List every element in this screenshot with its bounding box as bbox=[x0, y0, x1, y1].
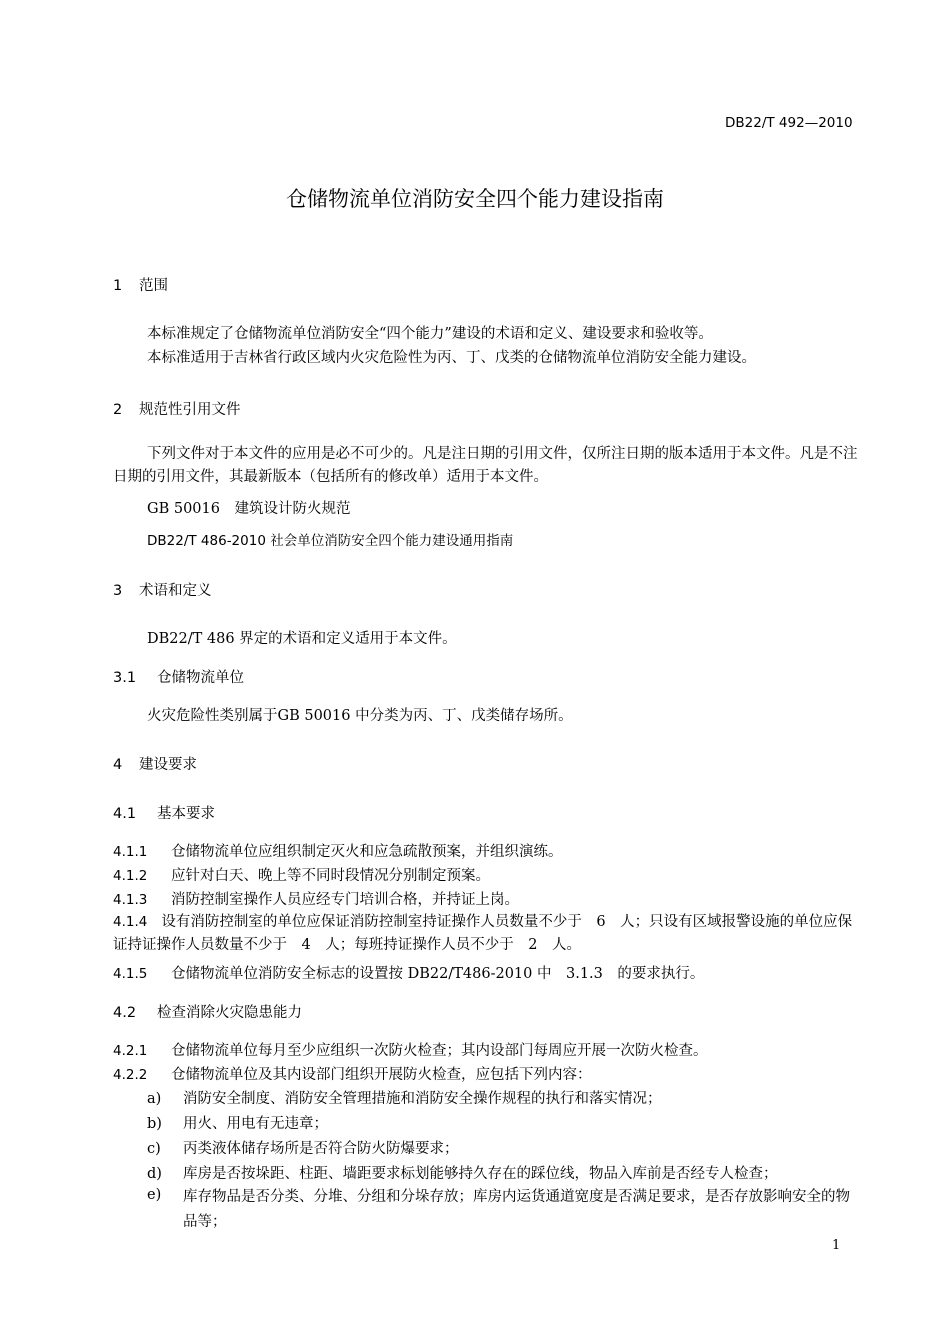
clause-4-2-1 bbox=[113, 1039, 708, 1060]
section-number: 4 bbox=[113, 757, 123, 773]
reference-item: DB22/T 486-2010 社会单位消防安全四个能力建设通用指南 bbox=[147, 533, 514, 549]
document-code: DB22/T 492—2010 bbox=[725, 115, 853, 131]
page-number: 1 bbox=[832, 1238, 841, 1253]
list-text: 库房是否按垛距、柱距、墙距要求标划能够持久存在的踩位线，物品入库前是否经专人检查； bbox=[183, 1166, 778, 1182]
list-text: 丙类液体储存场所是否符合防火防爆要求； bbox=[183, 1141, 459, 1157]
list-item bbox=[147, 1162, 778, 1183]
list-item bbox=[147, 1112, 328, 1133]
clause-number: 4.1.4 bbox=[113, 914, 148, 930]
subsection-title: 仓储物流单位 bbox=[157, 670, 244, 686]
section-number: 1 bbox=[113, 278, 123, 294]
section-heading-3 bbox=[113, 579, 212, 600]
clause-number: 4.1.2 bbox=[113, 868, 148, 884]
paragraph: 下列文件对于本文件的应用是必不可少的。凡是注日期的引用文件，仅所注日期的版本适用于本文件。凡是不注日期的引用文件，其最新版本（包括所有的修改单）适用于本文件。 bbox=[113, 446, 858, 485]
paragraph: 火灾危险性类别属于GB 50016 中分类为丙、丁、戊类储存场所。 bbox=[147, 708, 573, 724]
clause-number: 4.1.1 bbox=[113, 844, 148, 860]
clause-4-2-2 bbox=[113, 1063, 592, 1084]
paragraph: 本标准规定了仓储物流单位消防安全“四个能力”建设的术语和定义、建设要求和验收等。 bbox=[147, 326, 713, 342]
section-title: 范围 bbox=[139, 278, 168, 294]
section-title: 建设要求 bbox=[139, 757, 197, 773]
list-text: 库存物品是否分类、分堆、分组和分垛存放；库房内运货通道宽度是否满足要求，是否存放影响安全的物品等； bbox=[183, 1189, 850, 1230]
clause-text: 消防控制室操作人员应经专门培训合格，并持证上岗。 bbox=[171, 892, 519, 908]
subsection-title: 基本要求 bbox=[157, 806, 215, 822]
clause-number: 4.1.3 bbox=[113, 892, 148, 908]
clause-number: 4.2.2 bbox=[113, 1067, 148, 1083]
clause-text: 应针对白天、晚上等不同时段情况分别制定预案。 bbox=[171, 868, 490, 884]
subsection-number: 4.1 bbox=[113, 806, 137, 822]
list-item bbox=[147, 1087, 662, 1108]
list-marker: a) bbox=[147, 1091, 162, 1107]
clause-4-1-3 bbox=[113, 888, 519, 909]
list-text: 消防安全制度、消防安全管理措施和消防安全操作规程的执行和落实情况； bbox=[183, 1091, 662, 1107]
section-heading-1 bbox=[113, 274, 168, 295]
list-text: 用火、用电有无违章； bbox=[183, 1116, 328, 1132]
subsection-number: 4.2 bbox=[113, 1005, 137, 1021]
section-title: 规范性引用文件 bbox=[139, 402, 241, 418]
subsection-heading-4-2 bbox=[113, 1001, 302, 1022]
clause-number: 4.1.5 bbox=[113, 966, 148, 982]
subsection-heading-3-1 bbox=[113, 666, 244, 687]
clause-text: 仓储物流单位消防安全标志的设置按 DB22/T486-2010 中 3.1.3 的要求执行。 bbox=[171, 966, 705, 982]
clause-4-1-4 bbox=[113, 911, 863, 957]
section-number: 2 bbox=[113, 402, 123, 418]
section-heading-4 bbox=[113, 753, 197, 774]
subsection-heading-4-1 bbox=[113, 802, 215, 823]
section-number: 3 bbox=[113, 583, 123, 599]
clause-4-1-5 bbox=[113, 962, 704, 983]
document-title: 仓储物流单位消防安全四个能力建设指南 bbox=[286, 187, 664, 211]
reference-item: GB 50016 建筑设计防火规范 bbox=[147, 501, 351, 517]
list-marker: e) bbox=[147, 1187, 162, 1203]
paragraph: DB22/T 486 界定的术语和定义适用于本文件。 bbox=[147, 631, 457, 647]
paragraph: 本标准适用于吉林省行政区域内火灾危险性为丙、丁、戊类的仓储物流单位消防安全能力建设。 bbox=[147, 350, 756, 366]
clause-4-1-2 bbox=[113, 864, 490, 885]
section-heading-2 bbox=[113, 398, 241, 419]
clause-number: 4.2.1 bbox=[113, 1043, 148, 1059]
subsection-title: 检查消除火灾隐患能力 bbox=[157, 1005, 302, 1021]
clause-text: 仓储物流单位应组织制定灭火和应急疏散预案，并组织演练。 bbox=[171, 844, 563, 860]
subsection-number: 3.1 bbox=[113, 670, 137, 686]
clause-4-1-1 bbox=[113, 840, 563, 861]
list-marker: b) bbox=[147, 1116, 162, 1132]
list-marker: c) bbox=[147, 1141, 161, 1157]
clause-text: 仓储物流单位每月至少应组织一次防火检查；其内设部门每周应开展一次防火检查。 bbox=[171, 1043, 708, 1059]
list-item bbox=[147, 1137, 459, 1158]
clause-text: 设有消防控制室的单位应保证消防控制室持证操作人员数量不少于 6 人；只设有区域报警设施的单位应保证持证操作人员数量不少于 4 人；每班持证操作人员不少于 2 人。 bbox=[113, 914, 853, 953]
list-marker: d) bbox=[147, 1166, 162, 1182]
list-item bbox=[147, 1187, 183, 1203]
clause-text: 仓储物流单位及其内设部门组织开展防火检查，应包括下列内容： bbox=[171, 1067, 592, 1083]
section-title: 术语和定义 bbox=[139, 583, 212, 599]
